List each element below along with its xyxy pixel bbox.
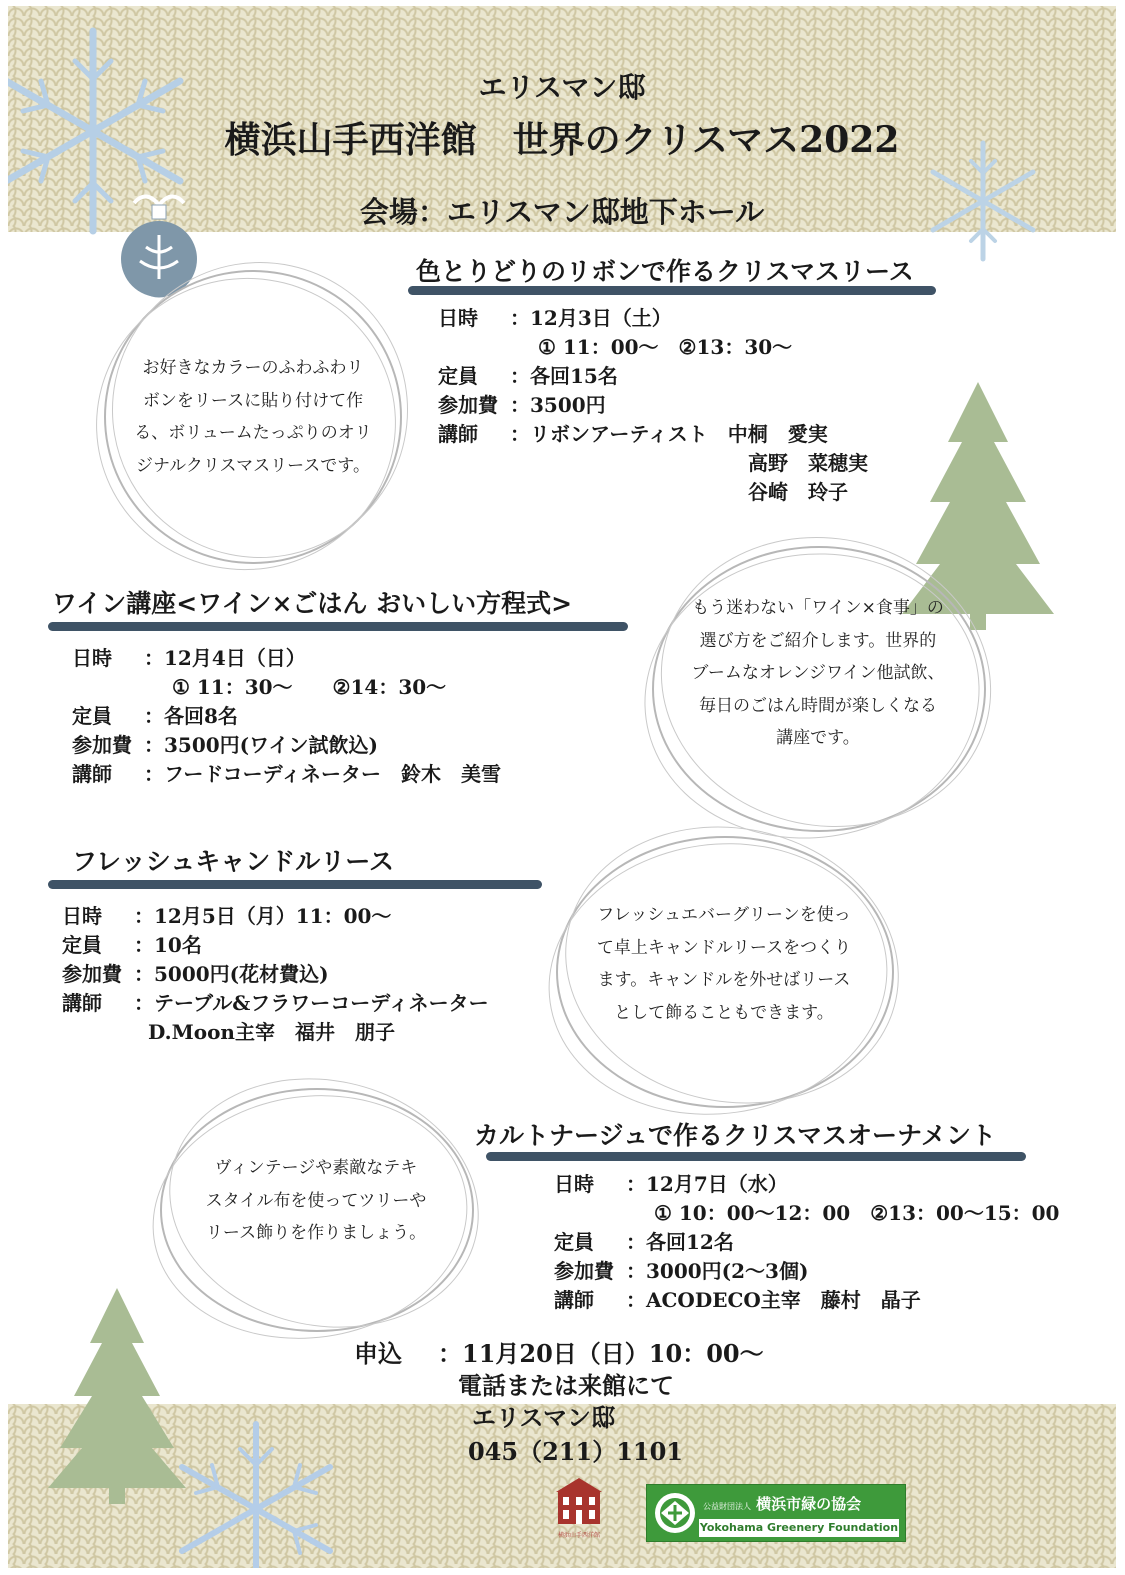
instructor-value: ：フードコーディネーター 鈴木 美雪 [144, 762, 501, 786]
instructor-label: 講師 [554, 1288, 594, 1312]
event-title: フレッシュキャンドルリース [72, 847, 395, 876]
capacity-value: ：各回8名 [144, 704, 238, 728]
building-icon [552, 1476, 606, 1526]
apply-phone: 045（211）1101 [468, 1437, 683, 1466]
fee-value: ：3500円 [510, 393, 606, 417]
event-description: フレッシュエバーグリーンを使っ て卓上キャンドルリースをつくり ます。キャンドルを外せばリース として飾ることもできます。 [596, 905, 852, 1023]
event-details [62, 902, 489, 1047]
time-slots: ① 11：30～ ②14：30～ [172, 675, 447, 699]
logo-caption: 横浜山手西洋館 [557, 1532, 600, 1539]
page-title: 横浜山手西洋館 世界のクリスマス2022 [224, 119, 900, 161]
instructor-label: 講師 [62, 991, 102, 1015]
event-details [554, 1170, 1059, 1315]
event-title: カルトナージュで作るクリスマスオーナメント [474, 1121, 997, 1150]
event-title: ワイン講座<ワイン×ごはん おいしい方程式> [52, 589, 573, 618]
event-details [72, 644, 501, 789]
poster [8, 6, 1116, 1568]
fee-value: ：3500円(ワイン試飲込) [144, 733, 378, 757]
instructor-value: ：リボンアーティスト 中桐 愛実 [510, 422, 828, 446]
capacity-value: ：10名 [134, 933, 202, 957]
instructor-value: ：テーブル&フラワーコーディネーター [134, 991, 489, 1015]
instructor-value: D.Moon主宰 福井 朋子 [148, 1020, 395, 1044]
capacity-label: 定員 [62, 933, 102, 957]
event-description: お好きなカラーのふわふわリ ボンをリースに貼り付けて作 る、ボリュームたっぷりのオリ ジナルクリスマスリースです。 [134, 358, 372, 476]
capacity-value: ：各回15名 [510, 364, 618, 388]
apply-line [354, 1338, 764, 1370]
capacity-label: 定員 [554, 1230, 594, 1254]
fee-label: 参加費 [72, 733, 132, 757]
fee-label: 参加費 [438, 393, 498, 417]
instructor-label: 講師 [438, 422, 478, 446]
date-label: 日時 [554, 1172, 594, 1196]
yamate-logo [552, 1476, 606, 1542]
capacity-label: 定員 [72, 704, 112, 728]
apply-method: 電話または来館にて [458, 1371, 674, 1400]
instructor-value: 谷崎 玲子 [748, 480, 848, 504]
foundation-name-jp: 公益財団法人 横浜市緑の協会 [703, 1495, 862, 1513]
date-value: ：12月4日（日） [144, 646, 306, 670]
event-description: もう迷わない「ワイン×食事」の 選び方をご紹介します。世界的 ブームなオレンジワイン他試飲、 毎日のごはん時間が楽しくなる 講座です。 [691, 598, 945, 748]
date-label: 日時 [72, 646, 112, 670]
fee-value: ：3000円(2～3個) [626, 1259, 809, 1283]
event-title: 色とりどりのリボンで作るクリスマスリース [416, 257, 914, 286]
time-slots: ① 11：00～ ②13：30～ [538, 335, 793, 359]
apply-label: 申込 [354, 1339, 402, 1368]
apply-place: エリスマン邸 [472, 1403, 616, 1432]
leaf-emblem-icon [653, 1491, 697, 1535]
capacity-label: 定員 [438, 364, 478, 388]
title-underline [408, 286, 936, 295]
event-details [438, 304, 868, 507]
capacity-value: ：各回12名 [626, 1230, 734, 1254]
foundation-logo [646, 1484, 906, 1542]
date-value: ：12月3日（土） [510, 306, 672, 330]
venue-text: 会場：エリスマン邸地下ホール [359, 195, 765, 229]
instructor-value: 高野 菜穂実 [748, 451, 868, 475]
date-label: 日時 [62, 904, 102, 928]
title-underline [486, 1152, 1026, 1161]
fee-label: 参加費 [62, 962, 122, 986]
date-value: ：12月5日（月）11：00～ [134, 904, 392, 928]
snowflake-icon [166, 1414, 346, 1568]
time-slots: ① 10：00～12：00 ②13：00～15：00 [654, 1201, 1060, 1225]
fee-value: ：5000円(花材費込) [134, 962, 329, 986]
title-underline [48, 622, 628, 631]
fee-label: 参加費 [554, 1259, 614, 1283]
instructor-value: ：ACODECO主宰 藤村 晶子 [626, 1288, 921, 1312]
event-description: ヴィンテージや素敵なテキ スタイル布を使ってツリーや リース飾りを作りましょう。 [205, 1158, 427, 1243]
date-value: ：12月7日（水） [626, 1172, 788, 1196]
apply-date: ：11月20日（日）10：00～ [438, 1339, 764, 1368]
date-label: 日時 [438, 306, 478, 330]
header-subtitle: エリスマン邸 [478, 71, 646, 104]
instructor-label: 講師 [72, 762, 112, 786]
foundation-name-en: Yokohama Greenery Foundation [699, 1519, 899, 1537]
title-underline [48, 880, 542, 889]
